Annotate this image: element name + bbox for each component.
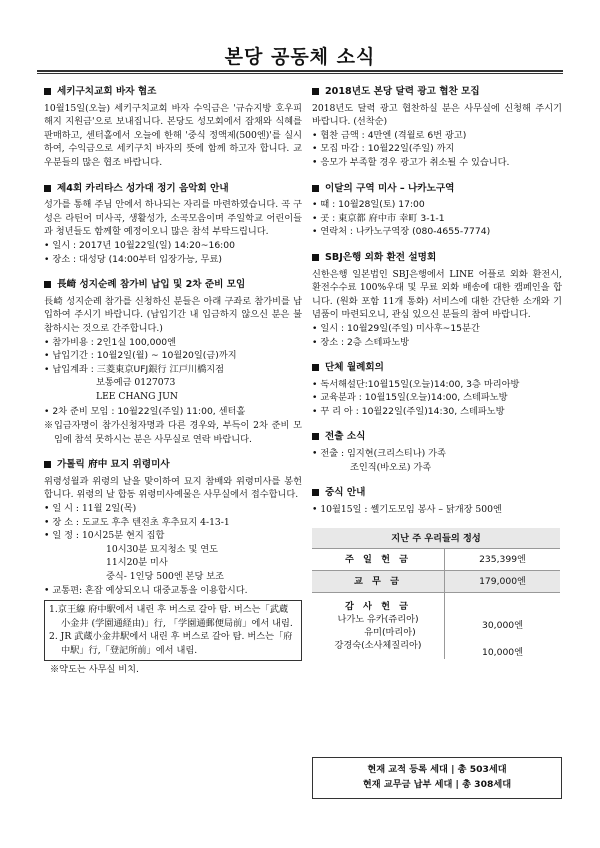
registered-households: 현재 교적 등록 세대 | 총 503세대 [367,764,507,775]
note: ※약도는 사무실 비치. [50,663,139,675]
square-bullet-icon [312,88,319,95]
section-lunch [312,486,562,516]
section-text: 성가를 통해 주님 안에서 하나되는 자리를 마련하였습니다. 곡 구성은 라틴어 미사곡, 생활성가, 소곡모음이며 주일학교 어린이들과 청년들도 함께할 예정이오니 많은 참석 부탁드립니다. [44,199,302,238]
thanks-offering-cell [312,593,445,660]
list-item: • 일시 : 2017년 10월22일(일) 14:20~16:00 [44,239,235,251]
offering-label: 교 무 금 [312,571,445,593]
list-item: • 응모가 부족할 경우 광고가 취소될 수 있습니다. [312,156,510,168]
list-item: • 장 소 : 도교도 후추 텐진초 후추묘지 4-13-1 [44,516,230,528]
page-title: 본당 공동체 소식 [224,46,376,68]
transport-route-1: 1.京王線 府中駅에서 내린 후 버스로 갈아 탐. 버스는「武蔵小金井 (学園通経由)」行, 「学園通郵便局前」에서 내림. [49,604,293,629]
account-holder: LEE CHANG JUN [96,390,178,402]
title-divider [37,70,563,74]
schedule-line: 11시20분 미사 [106,557,168,569]
list-item: 조인직(바오로) 가족 [350,461,432,473]
contributing-households: 현재 교무금 납부 세대 | 총 308세대 [362,779,512,790]
section-nagasaki-pilgrimage [44,278,302,446]
list-item: • 모집 마감 : 10월22일(주일) 까지 [312,143,455,155]
thanks-amount-cell [445,593,561,660]
list-item: • 10월15일 : 쎌기도모임 봉사 – 닭개장 500엔 [312,503,502,515]
section-sbj-exchange [312,251,562,349]
section-caritas-concert [44,182,302,267]
section-heading: 長崎 성지순례 참가비 납입 및 2차 준비 모임 [44,278,302,292]
offering-amount: 179,000엔 [479,576,526,588]
section-heading: 이달의 구역 미사 – 나카노구역 [312,182,562,196]
offering-label: 주 일 헌 금 [312,549,445,571]
donor-name: 유미(마리아) [364,627,416,639]
offering-amount: 235,399엔 [479,554,526,566]
schedule-line: 10시30분 묘지청소 및 연도 [106,543,219,555]
note: ※입금자명이 참가신청자명과 다른 경우와, 부득이 2차 준비 모임에 참석 못하시는 분은 사무실로 연락 바랍니다. [44,420,302,445]
list-item: • 일시 : 10월29일(주일) 미사후~15분간 [312,322,480,334]
section-heading: 2018년도 본당 달력 광고 협찬 모집 [312,85,562,99]
square-bullet-icon [44,281,51,288]
donor-name: 강경숙(소사체질리아) [334,640,422,652]
section-heading: 제4회 카리타스 성가대 정기 음악회 안내 [44,182,302,196]
list-item: • 일 정 : 10시25분 현지 집합 [44,530,165,542]
transport-route-2: 2. JR 武蔵小金井駅에서 내린 후 버스로 갈아 탐. 버스는「府中駅」行,「登記所前」에서 내림. [49,631,293,656]
section-calendar-ads [312,85,562,170]
section-fuchu-cemetery-mass [44,458,302,676]
list-item: • 장소 : 대성당 (14:00부터 입장가능, 무료) [44,253,222,265]
square-bullet-icon [312,489,319,496]
schedule-line: 중식- 1인당 500엔 본당 보조 [106,571,225,582]
offering-amount: 10,000엔 [481,647,524,659]
account-number: 보통예금 0127073 [96,377,176,389]
square-bullet-icon [312,185,319,192]
section-heading: 단체 월례회의 [312,361,562,375]
transport-box [44,600,302,660]
list-item: • 독서해설단:10월15일(오늘)14:00, 3층 마리아방 [312,378,520,390]
list-item: • 전출 : 임지현(크리스티나) 가족 [312,448,446,460]
section-text: 신한은행 일본법인 SBJ은행에서 LINE 어플로 외화 환전시, 환전수수료 100%우대 및 무료 외화 배송에 대한 캠페인을 합니다. (원화 포함 11개 통화) 서비스에 대한 간단한 소개와 기념품이 마련되오니, 관심 있으신 분들의 참여 바랍니다. [312,268,562,321]
list-item: • 납입기간 : 10월2일(월) ~ 10월20일(금)까지 [44,350,237,362]
left-column [44,85,302,688]
right-column [312,85,562,659]
section-heading: 전출 소식 [312,430,562,444]
square-bullet-icon [312,433,319,440]
offering-table [312,528,560,659]
list-item: • 연락처 : 나카노구역장 (080-4655-7774) [312,226,491,238]
donor-name: 나가노 유카(쥬리아) [337,614,419,626]
list-item: • 꾸 리 아 : 10월22일(주일)14:30, 스테파노방 [312,405,505,417]
list-item: • 납입계좌 : 三菱東京UFJ銀行 江戸川橋지점 [44,363,225,375]
list-item: • 교통편: 혼잡 예상되오니 대중교통을 이용합시다. [44,584,248,596]
household-stats-box [312,757,562,799]
section-transfer-out [312,430,562,474]
list-item: • 2차 준비 모임 : 10월22일(주일) 11:00, 센터홀 [44,406,246,418]
square-bullet-icon [44,88,51,95]
offering-amount: 30,000엔 [481,620,524,632]
section-text: 2018년도 달력 광고 협찬하실 분은 사무실에 신청해 주시기 바랍니다. (선착순) [312,102,562,128]
section-sekiguchi-bazaar [44,85,302,170]
offering-table-header: 지난 주 우리들의 정성 [312,528,560,549]
list-item: • 참가비용 : 2인1실 100,000엔 [44,336,177,348]
list-item: • 협찬 금액 : 4만엔 (격월로 6번 광고) [312,129,467,141]
list-item: • 곳 : 東京都 府中市 幸町 3-1-1 [312,212,445,224]
section-heading: 세키구치교회 바자 협조 [44,85,302,99]
list-item: • 때 : 10월28일(토) 17:00 [312,199,425,211]
offering-label: 감 사 헌 금 [344,601,412,613]
section-text: 長崎 성지순례 참가를 신청하신 분들은 아래 구좌로 참가비를 납입하여 주시기 바랍니다. (납입기간 내 입금하지 않으신 분은 불참하시는 것으로 간주합니다.) [44,295,302,334]
square-bullet-icon [312,364,319,371]
section-heading: 중식 안내 [312,486,562,500]
section-heading: SBJ은행 외화 환전 설명회 [312,251,562,265]
list-item: • 일 시 : 11월 2일(목) [44,503,137,515]
section-heading: 가톨릭 府中 묘지 위령미사 [44,458,302,472]
square-bullet-icon [312,254,319,261]
list-item: • 장소 : 2층 스테파노방 [312,336,410,348]
square-bullet-icon [44,185,51,192]
section-text: 10월15일(오늘) 세키구치교회 바자 수익금은 '규슈지방 호우피해지 지원금'으로 보내집니다. 본당도 성모회에서 잡채와 식혜를 판매하고, 센터홀에서 오늘에 한해 '중식 정액제(500엔)'를 실시하여, 수익금으로 세키구치 바자의 뜻에 함께 하고자 합니다. 교우분들의 많은 협조 바랍니다. [44,102,302,168]
square-bullet-icon [44,461,51,468]
section-monthly-meetings [312,361,562,418]
section-district-mass [312,182,562,239]
section-text: 위령성월과 위령의 날을 맞이하여 묘지 참배와 위령미사를 봉헌합니다. 위령의 날 합동 위령미사예물은 사무실에서 접수합니다. [44,475,302,501]
list-item: • 교육분과 : 10월15일(오늘)14:00, 스테파노방 [312,392,508,404]
